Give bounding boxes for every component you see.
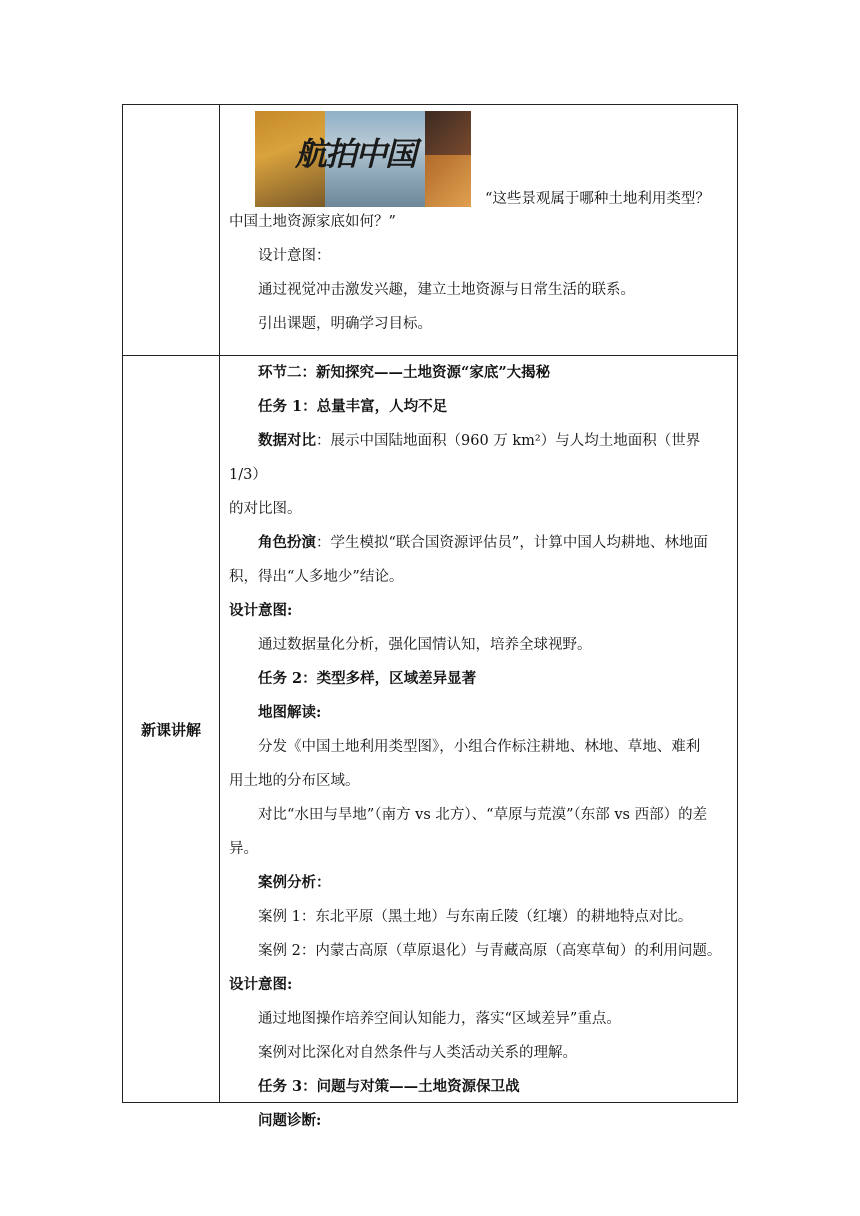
- role-play-text-1: ：学生模拟“联合国资源评估员”，计算中国人均耕地、林地面: [316, 535, 708, 551]
- task-3-heading: 任务 3：问题与对策——土地资源保卫战: [258, 1078, 520, 1095]
- new-lesson-content: [220, 356, 737, 1129]
- design-intent-label-1: 设计意图:: [229, 602, 293, 619]
- side-photo-bottom: [425, 155, 471, 207]
- quote-line-2: 中国土地资源家底如何？”: [229, 214, 396, 230]
- design-intent-text-1: 通过数据量化分析，强化国情认知，培养全球视野。: [258, 637, 592, 653]
- design-intent-1: 通过视觉冲击激发兴趣，建立土地资源与日常生活的联系。: [258, 282, 635, 298]
- section-heading: 环节二：新知探究——土地资源“家底”大揭秘: [258, 364, 551, 381]
- data-compare-text-1: ：展示中国陆地面积（960 万 km²）与人均土地面积（世界 1/3）: [229, 433, 701, 483]
- intro-row-content: [220, 105, 737, 355]
- new-lesson-row: [123, 355, 737, 1129]
- aerial-china-image: [255, 111, 471, 207]
- role-play-label: 角色扮演: [258, 534, 316, 551]
- role-play-line-2: 积，得出“人多地少”结论。: [229, 569, 404, 585]
- image-title-text: 航拍中国: [295, 135, 416, 173]
- map-reading-line-1: 分发《中国土地利用类型图》，小组合作标注耕地、林地、草地、难利: [258, 739, 701, 755]
- intro-row: [123, 105, 737, 355]
- side-photo-top: [425, 111, 471, 155]
- task-2-heading: 任务 2：类型多样，区域差异显著: [258, 670, 477, 687]
- image-line: [229, 105, 729, 205]
- quote-line-1: “这些景观属于哪种土地利用类型？: [485, 191, 710, 207]
- lesson-plan-table: [122, 104, 738, 1129]
- data-compare-line-1: [229, 424, 729, 492]
- contrast-line-1: 对比“水田与旱地”（南方 vs 北方）、“草原与荒漠”（东部 vs 西部）的差: [258, 807, 708, 823]
- design-intent-text-2b: 案例对比深化对自然条件与人类活动关系的理解。: [258, 1045, 577, 1061]
- aerial-china-side-photos: [425, 111, 471, 207]
- design-intent-text-2a: 通过地图操作培养空间认知能力，落实“区域差异”重点。: [258, 1011, 621, 1027]
- contrast-line-2: 异。: [229, 841, 258, 857]
- design-intent-label-2: 设计意图:: [229, 976, 293, 993]
- map-reading-label: 地图解读:: [258, 704, 322, 721]
- new-lesson-label: 新课讲解: [123, 356, 220, 1102]
- data-compare-line-2: 的对比图。: [229, 501, 302, 517]
- data-compare-label: 数据对比: [258, 432, 316, 449]
- case-1: 案例 1：东北平原（黑土地）与东南丘陵（红壤）的耕地特点对比。: [258, 909, 693, 925]
- case-2: 案例 2：内蒙古高原（草原退化）与青藏高原（高寒草甸）的利用问题。: [258, 943, 722, 959]
- case-analysis-label: 案例分析：: [258, 874, 331, 891]
- aerial-china-main-photo: [255, 111, 425, 207]
- design-intent-label: 设计意图：: [258, 248, 331, 264]
- role-play-line-1: [229, 526, 729, 560]
- task-1-heading: 任务 1：总量丰富，人均不足: [258, 398, 448, 415]
- map-reading-line-2: 用土地的分布区域。: [229, 773, 360, 789]
- design-intent-2: 引出课题，明确学习目标。: [258, 316, 432, 332]
- problem-diagnosis-label: 问题诊断:: [258, 1112, 322, 1129]
- intro-row-label-cell: [123, 105, 220, 355]
